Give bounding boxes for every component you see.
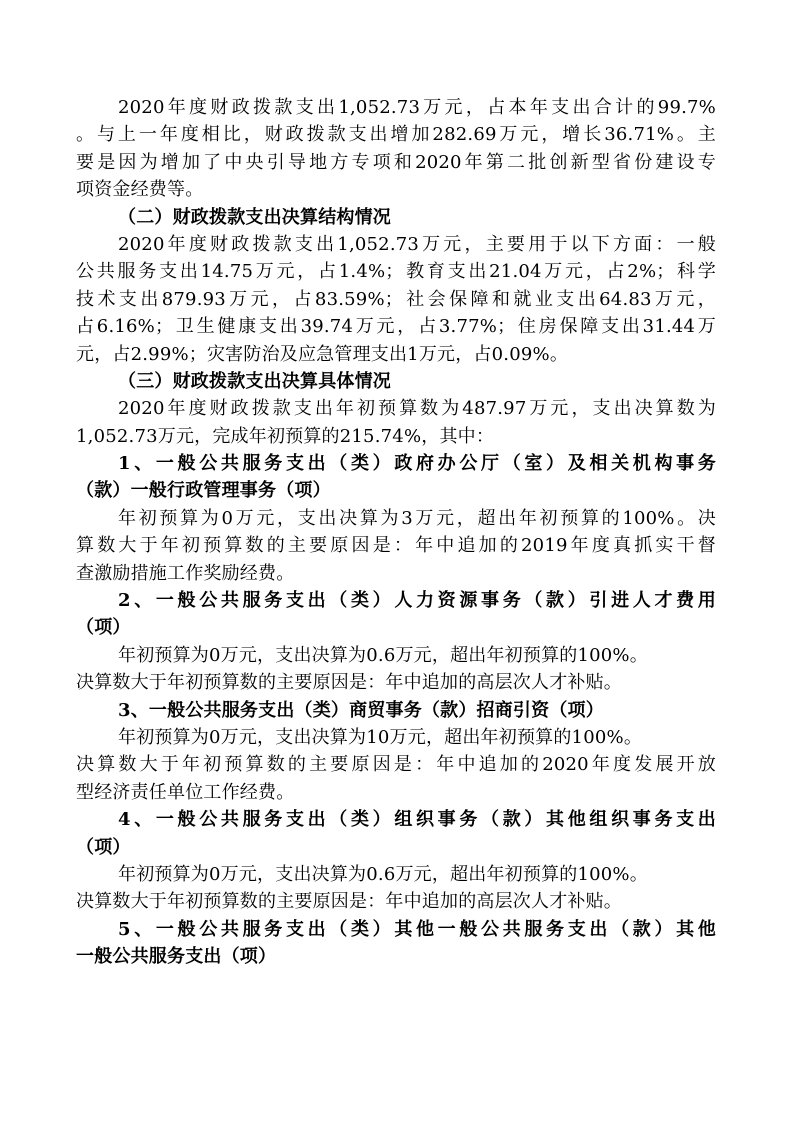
paragraph-line: 决算数大于年初预算数的主要原因是：年中追加的高层次人才补贴。 <box>76 672 622 694</box>
paragraph-line: 要是因为增加了中央引导地方专项和2020年第二批创新型省份建设专 <box>76 151 716 173</box>
paragraph-line: 元，占2.99%；灾害防治及应急管理支出1万元，占0.09%。 <box>76 343 569 365</box>
paragraph-line: 公共服务支出14.75万元，占1.4%；教育支出21.04万元，占2%；科学 <box>76 261 716 283</box>
item-heading: 3、一般公共服务支出（类）商贸事务（款）招商引资（项） <box>118 699 604 721</box>
item-heading: （款）一般行政管理事务（项） <box>76 480 331 502</box>
paragraph-line: 决算数大于年初预算数的主要原因是：年中追加的2020年度发展开放 <box>76 754 716 776</box>
item-heading: 5、一般公共服务支出（类）其他一般公共服务支出（款）其他 <box>118 918 716 940</box>
paragraph-line: 。与上一年度相比，财政拨款支出增加282.69万元，增长36.71%。主 <box>76 124 716 146</box>
paragraph-line: 年初预算为0万元，支出决算为0.6万元，超出年初预算的100%。 <box>118 863 648 885</box>
item-heading: （项） <box>76 617 131 639</box>
paragraph-line: 查激励措施工作奖励经费。 <box>76 562 295 584</box>
item-heading: 2、一般公共服务支出（类）人力资源事务（款）引进人才费用 <box>118 590 716 612</box>
paragraph-line: 2020年度财政拨款支出1,052.73万元，主要用于以下方面：一般 <box>118 233 716 255</box>
paragraph-line: 占6.16%；卫生健康支出39.74万元，占3.77%；住房保障支出31.44万 <box>76 316 716 338</box>
section-heading: （三）财政拨款支出决算具体情况 <box>118 370 391 392</box>
paragraph-line: 年初预算为0万元，支出决算为10万元，超出年初预算的100%。 <box>118 726 643 748</box>
paragraph-line: 年初预算为0万元，支出决算为3万元，超出年初预算的100%。决 <box>118 507 716 529</box>
paragraph-line: 型经济责任单位工作经费。 <box>76 781 295 803</box>
paragraph-line: 年初预算为0万元，支出决算为0.6万元，超出年初预算的100%。 <box>118 644 648 666</box>
item-heading: 1、一般公共服务支出（类）政府办公厅（室）及相关机构事务 <box>118 453 716 475</box>
paragraph-line: 技术支出879.93万元，占83.59%；社会保障和就业支出64.83万元， <box>76 288 716 310</box>
paragraph-line: 2020年度财政拨款支出年初预算数为487.97万元，支出决算数为 <box>118 398 716 420</box>
document-page <box>76 94 716 971</box>
paragraph-line: 算数大于年初预算数的主要原因是：年中追加的2019年度真抓实干督 <box>76 535 716 557</box>
paragraph-line: 项资金经费等。 <box>76 179 204 201</box>
paragraph-line: 决算数大于年初预算数的主要原因是：年中追加的高层次人才补贴。 <box>76 891 622 913</box>
paragraph-line: 2020年度财政拨款支出1,052.73万元，占本年支出合计的99.7% <box>118 97 716 118</box>
item-heading: 一般公共服务支出（项） <box>76 946 277 968</box>
section-heading: （二）财政拨款支出决算结构情况 <box>118 206 391 228</box>
item-heading: 4、一般公共服务支出（类）组织事务（款）其他组织事务支出 <box>118 809 716 831</box>
item-heading: （项） <box>76 836 131 858</box>
paragraph-line: 1,052.73万元，完成年初预算的215.74%，其中： <box>76 425 495 447</box>
